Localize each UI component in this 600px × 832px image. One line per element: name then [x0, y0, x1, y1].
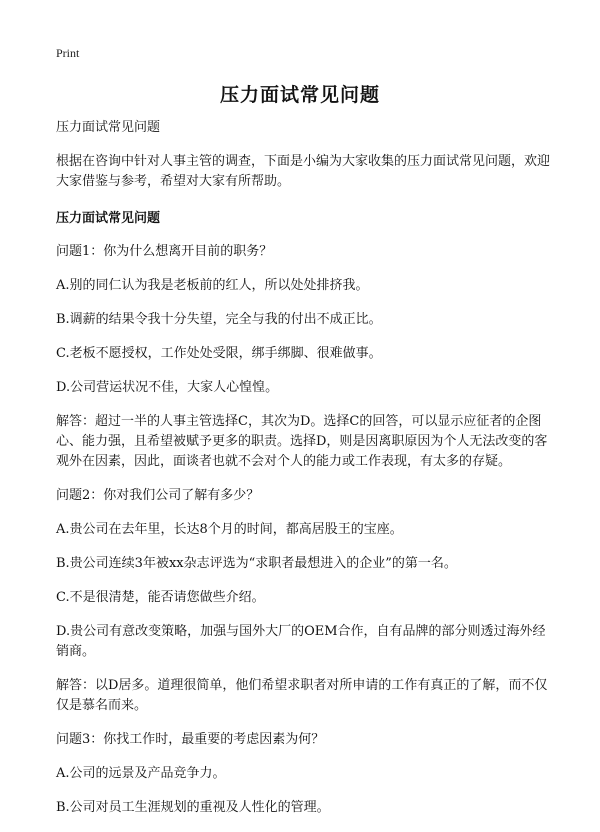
page-title: 压力面试常见问题 [219, 84, 380, 106]
question-2-option-d: D.贵公司有意改变策略，加强与国外大厂的OEM合作，自有品牌的部分则透过海外经销商。 [56, 624, 546, 659]
question-1-answer: 解答：超过一半的人事主管选择C，其次为D。选择C的回答，可以显示应征者的企图心、能力强，且希望被赋予更多的职责。选择D，则是因离职原因为个人无法改变的客观外在因素，因此，面谈者也就不会对个人的能力或工作表现，有太多的存疑。 [56, 414, 548, 469]
intro-paragraph: 根据在咨询中针对人事主管的调查，下面是小编为大家收集的压力面试常见问题，欢迎大家借鉴与参考，希望对大家有所帮助。 [56, 154, 551, 189]
article-body [56, 118, 552, 832]
question-1: 问题1：你为什么想离开目前的职务？ [56, 244, 273, 259]
question-1-option-b: B.调薪的结果令我十分失望，完全与我的付出不成正比。 [56, 312, 382, 327]
question-2-option-c: C.不是很清楚，能否请您做些介绍。 [56, 590, 265, 605]
question-3-option-b: B.公司对员工生涯规划的重视及人性化的管理。 [56, 800, 330, 815]
print-link[interactable]: Print [56, 46, 80, 60]
question-1-option-c: C.老板不愿授权，工作处处受限，绑手绑脚、很难做事。 [56, 346, 382, 361]
question-2-answer: 解答：以D居多。道理很简单，他们希望求职者对所申请的工作有真正的了解，而不仅仅是慕名而来。 [56, 678, 548, 713]
question-1-option-d: D.公司营运状况不佳，大家人心惶惶。 [56, 380, 279, 395]
section-heading: 压力面试常见问题 [56, 211, 161, 226]
subtitle: 压力面试常见问题 [56, 120, 161, 135]
question-2-option-b: B.贵公司连续3年被xx杂志评选为“求职者最想进入的企业”的第一名。 [56, 556, 457, 571]
question-1-option-a: A.别的同仁认为我是老板前的红人，所以处处排挤我。 [56, 278, 369, 293]
question-2: 问题2：你对我们公司了解有多少？ [56, 488, 260, 503]
question-3-option-a: A.公司的远景及产品竞争力。 [56, 766, 226, 781]
question-2-option-a: A.贵公司在去年里，长达8个月的时间，都高居股王的宝座。 [56, 522, 403, 537]
question-3: 问题3：你找工作时，最重要的考虑因素为何？ [56, 732, 325, 747]
